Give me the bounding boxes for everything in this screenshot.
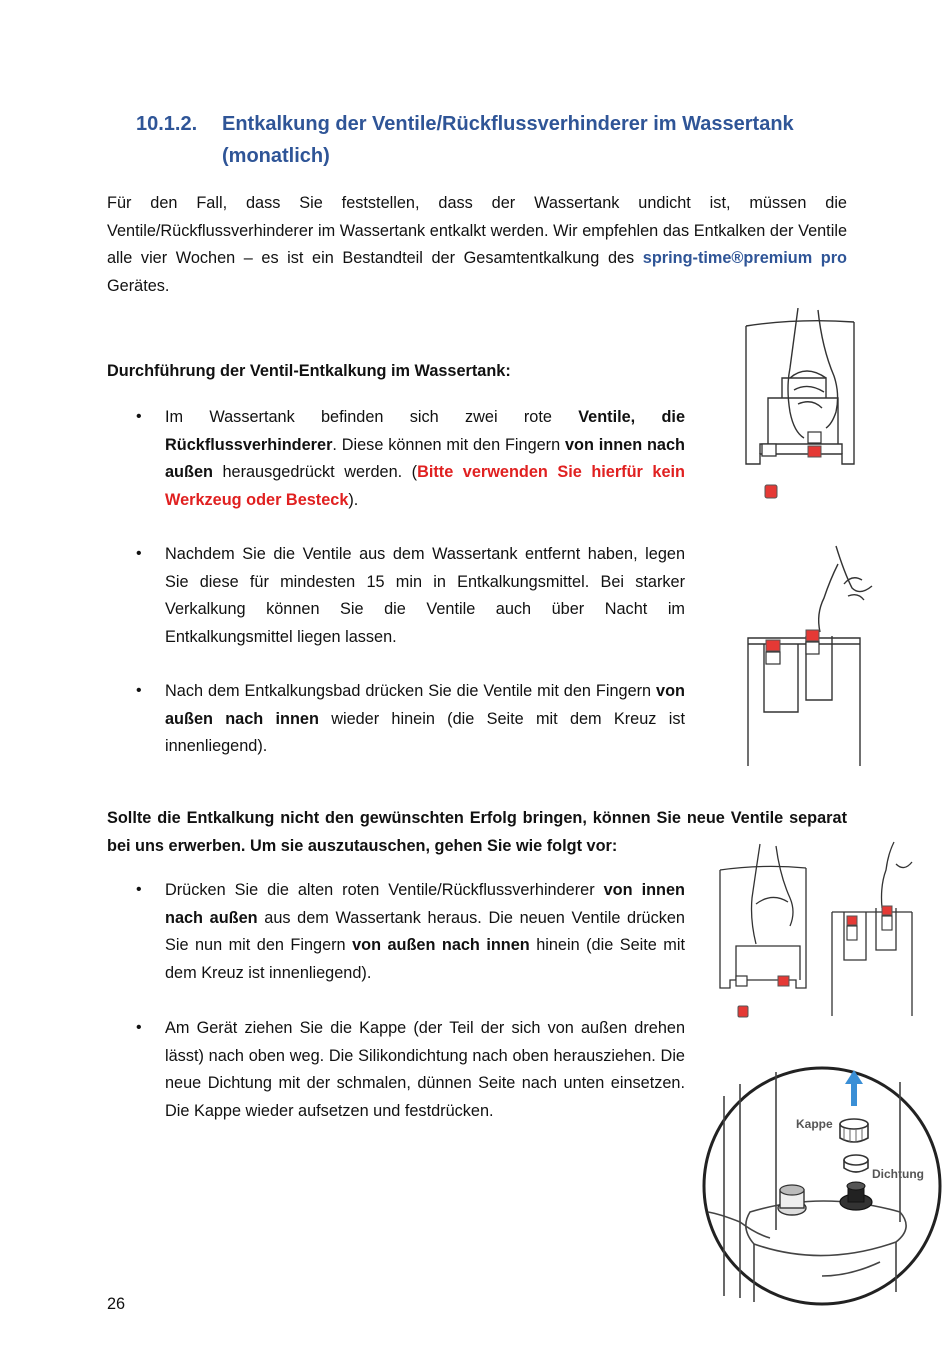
- cap-label: Kappe: [796, 1117, 833, 1131]
- bullet-dot: •: [136, 682, 142, 699]
- step-1-bold-a: Ventile, die Rückflussverhinderer: [165, 408, 686, 454]
- step-1-warning: Bitte verwenden Sie hierfür kein Werkzeug oder Besteck: [165, 463, 685, 509]
- figure-cap-and-seal: [700, 1062, 945, 1312]
- step-3-bold: von außen nach innen: [165, 682, 685, 728]
- replacement-step-2: [165, 1015, 685, 1125]
- figure-push-valves-in: [740, 544, 875, 768]
- bullet-dot: •: [136, 408, 142, 425]
- step-1-text-d: ).: [348, 490, 359, 509]
- rstep-1-bold-a: von innen nach außen: [165, 881, 685, 927]
- bullet-dot: •: [136, 545, 142, 562]
- step-1-text-c: herausgedrückt werden. (: [212, 463, 418, 481]
- valve-red: [806, 630, 819, 641]
- valve-red: [778, 976, 789, 986]
- rstep-2-text: Am Gerät ziehen Sie die Kappe (der Teil der sich von außen drehen lässt) nach oben weg. Die Silikondichtung nach oben herausziehen. Die neue Dichtung mit der schmalen, dünnen Seite nach unten einsetzen. Die Kappe wieder aufsetzen und festdrücken.: [165, 1019, 685, 1120]
- step-3: [165, 678, 685, 761]
- replacement-step-1: [165, 877, 685, 987]
- step-1-bold-b: von innen nach außen: [165, 435, 685, 481]
- valve-removed: [738, 1006, 748, 1017]
- step-1: [165, 404, 685, 514]
- intro-paragraph: [107, 190, 847, 300]
- brand-name: spring-time®premium pro: [642, 249, 847, 267]
- page-number: 26: [107, 1295, 126, 1313]
- procedure-heading: Durchführung der Ventil-Entkalkung im Wassertank:: [107, 362, 511, 380]
- step-2-text: Nachdem Sie die Ventile aus dem Wassertank entfernt haben, legen Sie diese für mindesten 15 min in Entkalkungsmittel. Bei starker Verkalkung können Sie die Ventile auch über Nacht im Entkalkungsmittel liegen lassen.: [165, 545, 685, 646]
- rstep-1-text-c: hinein (die Seite mit dem Kreuz ist innenliegend).: [165, 936, 685, 982]
- step-3-text-a: Nach dem Entkalkungsbad drücken Sie die Ventile mit den Fingern: [165, 682, 657, 700]
- replacement-note: Sollte die Entkalkung nicht den gewünschten Erfolg bringen, können Sie neue Ventile separat bei uns erwerben. Um sie auszutauschen, gehen Sie wie folgt vor:: [107, 809, 847, 855]
- valve-red: [808, 446, 821, 457]
- bullet-dot: •: [136, 1019, 142, 1036]
- valve-frame: [762, 444, 776, 456]
- rstep-1-bold-b: von außen nach innen: [352, 936, 530, 954]
- intro-after: Gerätes.: [107, 276, 170, 295]
- valve-red: [766, 640, 780, 651]
- rstep-1-text-a: Drücken Sie die alten roten Ventile/Rückflussverhinderer: [165, 881, 604, 899]
- figure-push-valves-out: [738, 308, 858, 503]
- seal-label: Dichtung: [872, 1167, 924, 1181]
- step-2: [165, 541, 685, 651]
- valve-removed: [765, 485, 777, 498]
- step-1-text-a: Im Wassertank befinden sich zwei rote: [165, 408, 579, 426]
- step-1-text-b: . Diese können mit den Fingern: [332, 435, 565, 454]
- section-number: 10.1.2.: [136, 113, 198, 135]
- intro-text: Für den Fall, dass Sie feststellen, dass der Wassertank undicht ist, müssen die Ventile/Rückflussverhinderer im Wassertank entkalkt werden. Wir empfehlen das Entkalken der Ventile alle vier Wochen – es ist ein Bestandteil der Gesamtentkalkung des: [107, 194, 847, 267]
- figure-replace-valves: [716, 840, 916, 1020]
- section-title: Entkalkung der Ventile/Rückflussverhinderer im Wassertank (monatlich): [222, 113, 794, 167]
- valve-seat-left: [778, 1185, 806, 1215]
- bullet-dot: •: [136, 881, 142, 898]
- rstep-1-text-b: aus dem Wassertank heraus. Die neuen Ventile drücken Sie nun mit den Fingern: [165, 908, 685, 954]
- step-3-text-b: wieder hinein (die Seite mit dem Kreuz ist innenliegend).: [165, 709, 685, 755]
